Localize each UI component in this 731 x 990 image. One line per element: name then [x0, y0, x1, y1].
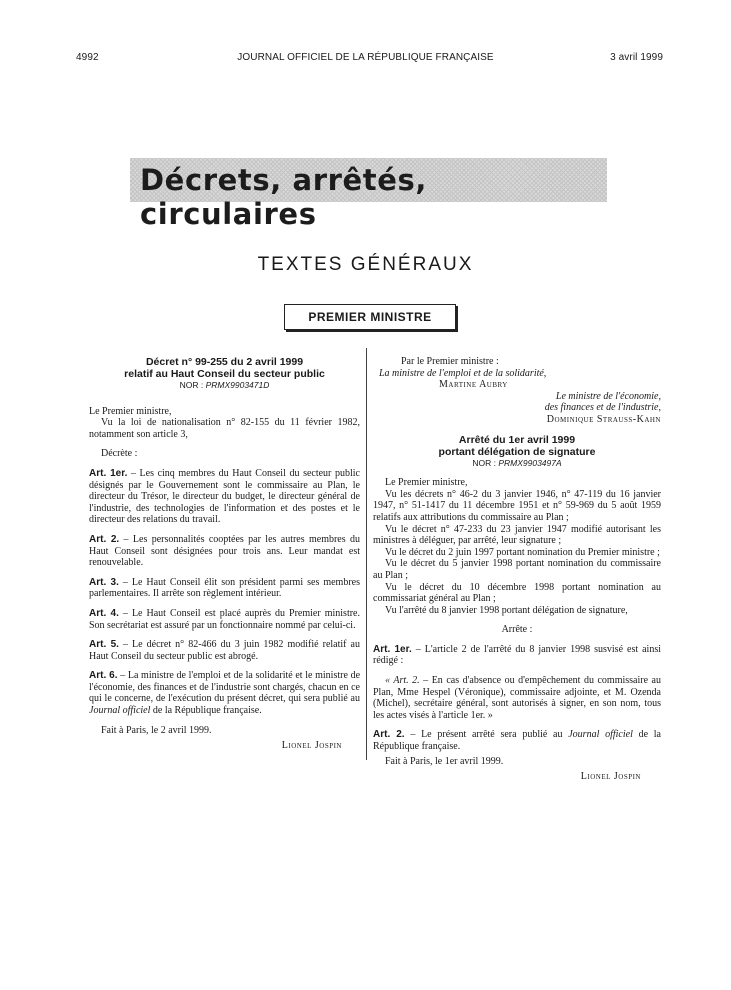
right-column	[373, 356, 661, 783]
arrete-arrete: Arrête :	[501, 624, 533, 636]
decree-title: Décret n° 99-255 du 2 avril 1999	[145, 356, 304, 368]
decree-art-4: Art. 4. – Le Haut Conseil est placé auprès du Premier ministre. Son secrétariat est assuré par un fonctionnaire nommé par celui-ci.	[89, 607, 360, 631]
decree-art-6: Art. 6. – La ministre de l'emploi et de la solidarité et le ministre de l'économie, des finances et de l'industrie sont chargés, chacun en ce qui le concerne, de l'exécution du présent décret, qui sera publié au Journal officiel de la République française.	[89, 670, 361, 717]
decree-decrete: Décrète :	[101, 448, 138, 460]
decree-art-1: Art. 1er. – Les cinq membres du Haut Conseil du secteur public désignés par le Gouvernement sont le commissaire au Plan, le directeur du Trésor, le directeur du budget, le directeur général de l'industrie, des technologies de l'information et des postes et le directeur des relations du travail.	[89, 467, 360, 526]
arrete-visa-1: Vu les décrets n° 46-2 du 3 janvier 1946, n° 47-119 du 16 janvier 1947, n° 51-1417 du 11 décembre 1951 et n° 59-969 du 5 août 1959 relatifs aux attributions du commissaire au Plan ;	[373, 488, 661, 523]
arrete-art-2: Art. 2. – Le présent arrêté sera publié au Journal officiel de la République française.	[373, 729, 661, 753]
arrete-visa-3: Vu le décret du 2 juin 1997 portant nomination du Premier ministre ;	[385, 546, 660, 558]
countersign-minister-eco-1: Le ministre de l'économie,	[555, 390, 661, 402]
decree-art-3: Art. 3. – Le Haut Conseil élit son président parmi ses membres parlementaires. Il arrête son règlement intérieur.	[89, 576, 360, 600]
arrete-title: Arrêté du 1er avril 1999	[458, 433, 576, 446]
decree-visa: Vu la loi de nationalisation n° 82-155 du 11 février 1982, notamment son article 3,	[89, 417, 360, 440]
column-divider	[366, 348, 367, 760]
decree-art-5: Art. 5. – Le décret n° 82-466 du 3 juin 1982 modifié relatif au Haut Conseil du secteur public est abrogé.	[89, 639, 361, 662]
arrete-quote: « Art. 2. – En cas d'absence ou d'empêchement du commissaire au Plan, Mme Hespel (Véronique), commissaire adjointe, et M. Ozenda (Michel), secrétaire général, sont autorisés à signer, en son nom, tous les actes visés à l'article 1er. »	[373, 675, 661, 721]
page-number: 4992	[76, 52, 99, 63]
arrete-nor: NOR : PRMX9903497A	[472, 457, 562, 468]
arrete-visa-5: Vu le décret du 10 décembre 1998 portant nomination au commissariat général au Plan ;	[373, 581, 661, 605]
arrete-signature: Lionel Jospin	[580, 771, 641, 783]
countersign-minister-eco-2: des finances et de l'industrie,	[544, 402, 661, 414]
signature-strauss-kahn: Dominique Strauss-Kahn	[546, 413, 661, 425]
arrete-visa-4: Vu le décret du 5 janvier 1998 portant nomination du commissaire au Plan ;	[373, 558, 661, 581]
ministry-box: PREMIER MINISTRE	[284, 304, 456, 330]
arrete-art-1: Art. 1er. – L'article 2 de l'arrêté du 8 janvier 1998 susvisé est ainsi rédigé :	[373, 643, 661, 667]
journal-title: JOURNAL OFFICIEL DE LA RÉPUBLIQUE FRANÇAISE	[237, 52, 494, 63]
decree-subtitle: relatif au Haut Conseil du secteur public	[124, 368, 325, 380]
left-column	[89, 356, 360, 752]
arrete-fait: Fait à Paris, le 1er avril 1999.	[385, 755, 504, 767]
countersign-intro: Par le Premier ministre :	[401, 356, 499, 367]
signature-aubry: Martine Aubry	[439, 379, 508, 391]
arrete-visa-6: Vu l'arrêté du 8 janvier 1998 portant délégation de signature,	[385, 604, 628, 616]
issue-date: 3 avril 1999	[610, 52, 663, 63]
decree-art-2: Art. 2. – Les personnalités cooptées par les autres membres du Haut Conseil sont désignées pour trois ans. Leur mandat est renouvelable.	[89, 533, 360, 569]
decree-intro: Le Premier ministre,	[89, 405, 172, 417]
decree-signature: Lionel Jospin	[281, 740, 342, 752]
arrete-visa-2: Vu le décret n° 47-233 du 23 janvier 1947 modifié autorisant les ministres à déléguer, par arrêté, leur signature ;	[373, 523, 661, 547]
countersign-minister-emploi: La ministre de l'emploi et de la solidarité,	[379, 367, 547, 379]
banner-title: Décrets, arrêtés, circulaires	[140, 163, 427, 231]
arrete-intro: Le Premier ministre,	[385, 477, 468, 489]
section-title: TEXTES GÉNÉRAUX	[257, 254, 474, 275]
arrete-subtitle: portant délégation de signature	[438, 445, 596, 458]
decree-nor: NOR : PRMX9903471D	[179, 380, 270, 390]
decree-fait: Fait à Paris, le 2 avril 1999.	[101, 724, 212, 736]
